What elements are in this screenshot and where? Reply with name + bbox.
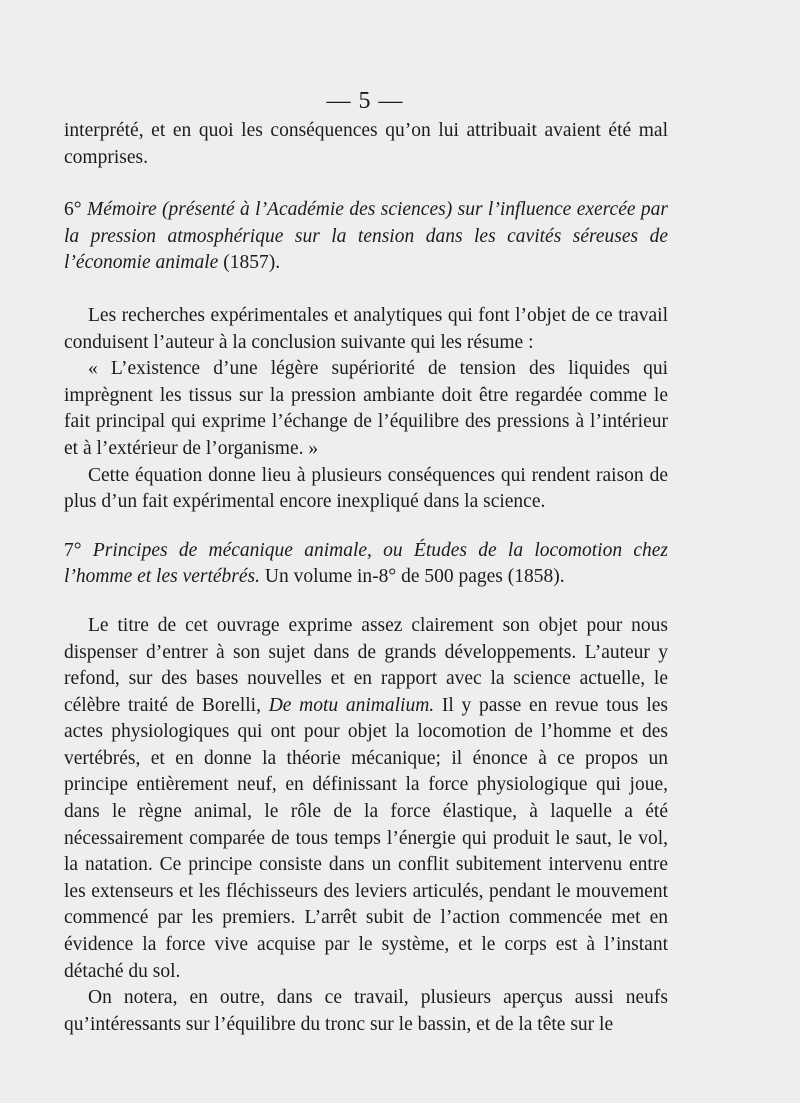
page-number: — 5 — bbox=[326, 88, 404, 114]
page-body bbox=[64, 118, 668, 1038]
paragraph: Cette équation donne lieu à plusieurs conséquences qui rendent raison de plus d’un fait expérimental encore inexpliqué dans la science. bbox=[64, 464, 668, 513]
cited-work-title: De motu animalium. bbox=[268, 694, 435, 716]
section-number: 7° bbox=[64, 539, 82, 561]
paragraph: On notera, en outre, dans ce travail, plusieurs aperçus aussi neufs qu’intéressants sur l’équilibre du tronc sur le bassin, et de la tête sur le bbox=[64, 987, 668, 1035]
section-date: (1857). bbox=[223, 252, 281, 274]
section-title: Principes de mécanique animale, ou Études de la locomotion chez l’homme et les vertébrés. bbox=[64, 539, 668, 588]
section-heading-7 bbox=[64, 538, 668, 591]
section-heading-6 bbox=[64, 197, 668, 277]
quotation-paragraph: « L’existence d’une légère supériorité de tension des liquides qui imprègnent les tissus sur la pression ambiante doit être regardée comme le fait principal qui exprime l’échange de l’équilibre des pressions à l’intérieur et à l’extérieur de l’organisme. » bbox=[64, 358, 668, 459]
section-number: 6° bbox=[64, 199, 82, 221]
section-title: Mémoire (présenté à l’Académie des sciences) sur l’influence exercée par la pression atmosphérique sur la tension dans les cavités séreuses de l’économie animale bbox=[64, 199, 669, 274]
paragraph-text: Il y passe en revue tous les actes physiologiques qui ont pour objet la locomotion de l’homme et des vertébrés, et en donne la théorie mécanique; il énonce à ce propos un principe entièrement neuf, en définissant la force physiologique qui joue, dans le règne animal, le rôle de la force élastique, à laquelle a été nécessairement comparée de tous temps l’énergie qui produit le saut, le vol, la natation. Ce principe consiste dans un conflit subitement intervenu entre les extenseurs et les fléchisseurs des leviers articulés, pendant le mouvement commencé par les premiers. L’arrêt subit de l’action commencée met en évidence la force vive acquise par le système, et le corps est à l’instant détaché du sol. bbox=[64, 694, 669, 982]
paragraph: Les recherches expérimentales et analytiques qui font l’objet de ce travail conduisent l’auteur à la conclusion suivante qui les résume : bbox=[64, 304, 668, 353]
paragraph bbox=[64, 613, 668, 985]
section-details: Un volume in-8° de 500 pages (1858). bbox=[264, 566, 565, 588]
paragraph-text: Le titre de cet ouvrage exprime assez clairement son objet pour nous dispenser d’entrer à son sujet dans de grands développements. L’auteur y refond, sur des bases nouvelles et en rapport avec la science actuelle, le célèbre traité de Borelli, bbox=[64, 614, 668, 716]
paragraph-continuation: interprété, et en quoi les conséquences qu’on lui attribuait avaient été mal comprises. bbox=[64, 120, 668, 168]
